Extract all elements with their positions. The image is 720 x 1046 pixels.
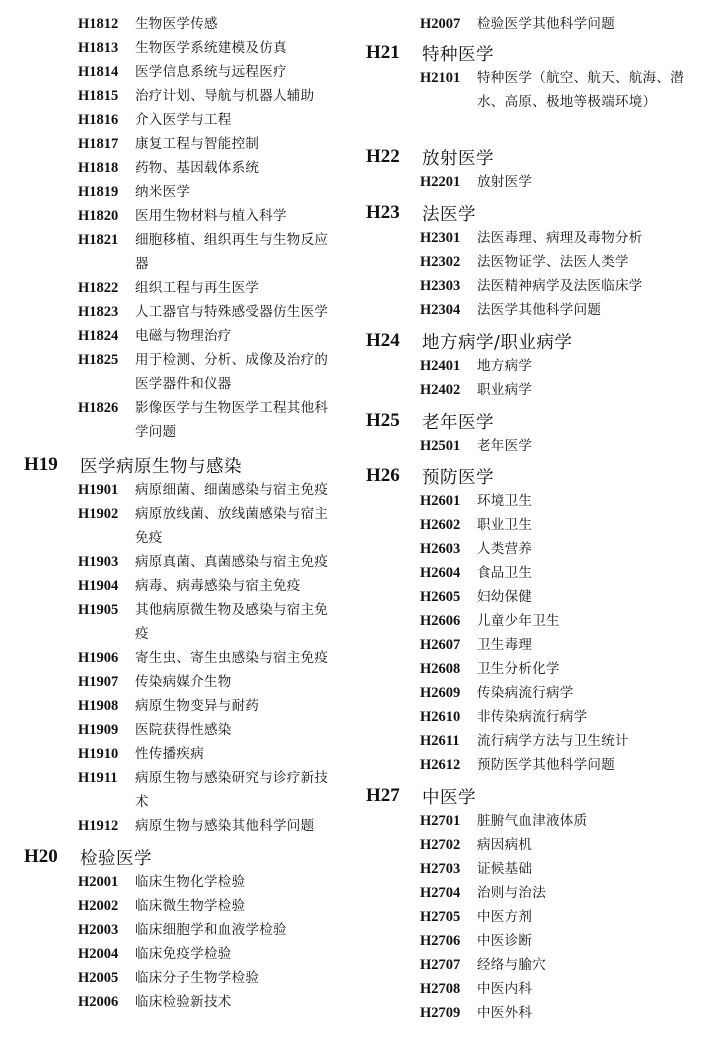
entry-h1910 <box>24 742 354 766</box>
entry-h1906 <box>24 646 354 670</box>
entry-h1905 <box>24 598 354 646</box>
entry-code: H1819 <box>78 184 119 200</box>
section-heading <box>366 408 706 434</box>
entry-code: H2709 <box>420 1005 461 1021</box>
entry-label: 食品卫生 <box>477 565 533 581</box>
section-code: H19 <box>24 454 58 475</box>
entry-label: 非传染病流行病学 <box>477 709 588 725</box>
entry-label: 组织工程与再生医学 <box>135 280 260 296</box>
section-h21 <box>366 40 706 114</box>
entry-label: 检验医学其他科学问题 <box>477 16 615 32</box>
entry-label: 病毒、病毒感染与宿主免疫 <box>135 578 301 594</box>
entry-code: H2001 <box>78 874 119 890</box>
entry-label: 临床免疫学检验 <box>135 946 232 962</box>
entry-label: 治则与治法 <box>477 885 546 901</box>
entry-code: H1908 <box>78 698 119 714</box>
entry-label: 电磁与物理治疗 <box>135 328 232 344</box>
entry-h2003 <box>24 918 354 942</box>
entry-h2603 <box>366 537 706 561</box>
entry-h2612 <box>366 753 706 777</box>
entry-label: 卫生毒理 <box>477 637 533 653</box>
entry-h1907 <box>24 670 354 694</box>
entry-h1904 <box>24 574 354 598</box>
entry-code: H2003 <box>78 922 119 938</box>
entry-code: H2002 <box>78 898 119 914</box>
entry-label: 细胞移植、组织再生与生物反应器 <box>135 232 329 272</box>
entry-code: H1825 <box>78 352 119 368</box>
entry-label: 老年医学 <box>477 438 533 454</box>
entry-h2002 <box>24 894 354 918</box>
entry-code: H1912 <box>78 818 119 834</box>
entry-h2701 <box>366 809 706 833</box>
section-heading <box>366 783 706 809</box>
entry-code: H2704 <box>420 885 461 901</box>
entry-h1819 <box>24 180 354 204</box>
entry-label: 病因病机 <box>477 837 533 853</box>
entry-h2609 <box>366 681 706 705</box>
entry-code: H2608 <box>420 661 461 677</box>
entry-code: H1815 <box>78 88 119 104</box>
entry-code: H2304 <box>420 302 461 318</box>
entry-h2608 <box>366 657 706 681</box>
entry-code: H2005 <box>78 970 119 986</box>
entry-code: H1911 <box>78 770 118 786</box>
entry-code: H2604 <box>420 565 461 581</box>
entry-label: 证候基础 <box>477 861 533 877</box>
entry-h2604 <box>366 561 706 585</box>
entry-code: H1906 <box>78 650 119 666</box>
entry-h2703 <box>366 857 706 881</box>
entry-label: 法医毒理、病理及毒物分析 <box>477 230 643 246</box>
entry-label: 临床生物化学检验 <box>135 874 246 890</box>
entry-code: H1820 <box>78 208 119 224</box>
entry-label: 职业病学 <box>477 382 533 398</box>
section-code: H24 <box>366 330 400 351</box>
section-code: H22 <box>366 146 400 167</box>
entry-label: 病原真菌、真菌感染与宿主免疫 <box>135 554 329 570</box>
entry-code: H2706 <box>420 933 461 949</box>
entry-code: H2612 <box>420 757 461 773</box>
entry-h2004 <box>24 942 354 966</box>
entry-h2705 <box>366 905 706 929</box>
entry-h1825 <box>24 348 354 396</box>
entry-code: H1901 <box>78 482 119 498</box>
section-title: 放射医学 <box>422 148 494 169</box>
entry-h1908 <box>24 694 354 718</box>
section-h23 <box>366 200 706 322</box>
entry-label: 中医外科 <box>477 1005 533 1021</box>
section-code: H27 <box>366 785 400 806</box>
section-title: 地方病学/职业病学 <box>422 332 573 353</box>
entry-code: H1905 <box>78 602 119 618</box>
entry-h2610 <box>366 705 706 729</box>
entry-code: H2602 <box>420 517 461 533</box>
entry-h2707 <box>366 953 706 977</box>
entry-h1812 <box>24 12 354 36</box>
entry-label: 生物医学传感 <box>135 16 218 32</box>
entry-h2401 <box>366 354 706 378</box>
entry-h1911 <box>24 766 354 814</box>
entry-code: H2703 <box>420 861 461 877</box>
entry-code: H2610 <box>420 709 461 725</box>
section-title: 中医学 <box>422 787 476 808</box>
entry-label: 病原放线菌、放线菌感染与宿主免疫 <box>135 506 329 546</box>
entry-label: 流行病学方法与卫生统计 <box>477 733 629 749</box>
section-h20 <box>24 844 354 1014</box>
entry-code: H2101 <box>420 70 461 86</box>
entry-h2709 <box>366 1001 706 1025</box>
entry-label: 经络与腧穴 <box>477 957 546 973</box>
entry-h2601 <box>366 489 706 513</box>
section-h19 <box>24 452 354 838</box>
section-code: H23 <box>366 202 400 223</box>
entry-label: 医院获得性感染 <box>135 722 232 738</box>
entry-h1903 <box>24 550 354 574</box>
entry-h2501 <box>366 434 706 458</box>
entry-code: H2708 <box>420 981 461 997</box>
section-title: 检验医学 <box>80 848 152 869</box>
entry-h2006 <box>24 990 354 1014</box>
entry-label: 地方病学 <box>477 358 533 374</box>
entry-code: H2609 <box>420 685 461 701</box>
entry-code: H2301 <box>420 230 461 246</box>
entry-h1912 <box>24 814 354 838</box>
section-code: H26 <box>366 465 400 486</box>
entry-code: H1821 <box>78 232 119 248</box>
entry-h1824 <box>24 324 354 348</box>
entry-code: H2607 <box>420 637 461 653</box>
section-h26 <box>366 463 706 777</box>
entry-code: H2611 <box>420 733 460 749</box>
entry-label: 影像医学与生物医学工程其他科学问题 <box>135 400 329 440</box>
entry-code: H2705 <box>420 909 461 925</box>
section-code: H20 <box>24 846 58 867</box>
entry-h2304 <box>366 298 706 322</box>
entry-label: 介入医学与工程 <box>135 112 232 128</box>
entry-label: 临床检验新技术 <box>135 994 232 1010</box>
entry-code: H2601 <box>420 493 461 509</box>
entry-label: 中医方剂 <box>477 909 533 925</box>
section-title: 预防医学 <box>422 467 494 488</box>
entry-code: H2605 <box>420 589 461 605</box>
entry-code: H2606 <box>420 613 461 629</box>
entry-code: H2603 <box>420 541 461 557</box>
entry-h2607 <box>366 633 706 657</box>
entry-h1822 <box>24 276 354 300</box>
entry-label: 儿童少年卫生 <box>477 613 560 629</box>
entry-h1820 <box>24 204 354 228</box>
entry-code: H2702 <box>420 837 461 853</box>
entry-label: 病原生物变异与耐药 <box>135 698 260 714</box>
entry-code: H1902 <box>78 506 119 522</box>
entry-code: H2201 <box>420 174 461 190</box>
entry-code: H1907 <box>78 674 119 690</box>
entry-label: 临床分子生物学检验 <box>135 970 260 986</box>
entry-code: H1823 <box>78 304 119 320</box>
entry-h1818 <box>24 156 354 180</box>
entry-label: 中医诊断 <box>477 933 533 949</box>
entry-code: H1910 <box>78 746 119 762</box>
entry-label: 其他病原微生物及感染与宿主免疫 <box>135 602 329 642</box>
entry-h1826 <box>24 396 354 444</box>
entry-h2611 <box>366 729 706 753</box>
entry-code: H1813 <box>78 40 119 56</box>
entry-code: H1904 <box>78 578 119 594</box>
section-title: 特种医学 <box>422 44 494 65</box>
entry-h2602 <box>366 513 706 537</box>
entry-label: 临床细胞学和血液学检验 <box>135 922 287 938</box>
entry-label: 中医内科 <box>477 981 533 997</box>
entry-h1901 <box>24 478 354 502</box>
entry-label: 脏腑气血津液体质 <box>477 813 588 829</box>
section-h25 <box>366 408 706 458</box>
entry-label: 特种医学（航空、航天、航海、潜水、高原、极地等极端环境） <box>477 70 684 110</box>
entry-h2101 <box>366 66 706 114</box>
entry-label: 传染病流行病学 <box>477 685 574 701</box>
entry-code: H2401 <box>420 358 461 374</box>
entry-label: 康复工程与智能控制 <box>135 136 260 152</box>
entry-label: 临床微生物学检验 <box>135 898 246 914</box>
entry-label: 病原生物与感染其他科学问题 <box>135 818 315 834</box>
entry-label: 环境卫生 <box>477 493 533 509</box>
entry-label: 卫生分析化学 <box>477 661 560 677</box>
entry-code: H1814 <box>78 64 119 80</box>
entry-label: 药物、基因载体系统 <box>135 160 260 176</box>
entry-code: H2006 <box>78 994 119 1010</box>
entry-label: 放射医学 <box>477 174 533 190</box>
entry-label: 病原细菌、细菌感染与宿主免疫 <box>135 482 329 498</box>
entry-h1823 <box>24 300 354 324</box>
entry-code: H2402 <box>420 382 461 398</box>
section-h24 <box>366 328 706 402</box>
entry-label: 职业卫生 <box>477 517 533 533</box>
entry-code: H2701 <box>420 813 461 829</box>
entry-code: H2007 <box>420 16 461 32</box>
entry-h2704 <box>366 881 706 905</box>
entry-h1813 <box>24 36 354 60</box>
entry-code: H1822 <box>78 280 119 296</box>
entry-h2702 <box>366 833 706 857</box>
entry-code: H2004 <box>78 946 119 962</box>
entry-h2005 <box>24 966 354 990</box>
entry-h2001 <box>24 870 354 894</box>
entry-code: H2707 <box>420 957 461 973</box>
entry-label: 生物医学系统建模及仿真 <box>135 40 287 56</box>
section-h22 <box>366 144 706 194</box>
entry-h2302 <box>366 250 706 274</box>
entry-h2007 <box>366 12 706 36</box>
entry-label: 法医精神病学及法医临床学 <box>477 278 643 294</box>
entry-label: 性传播疾病 <box>135 746 204 762</box>
entry-code: H1824 <box>78 328 119 344</box>
section-heading <box>366 40 706 66</box>
entry-label: 法医学其他科学问题 <box>477 302 602 318</box>
section-code: H21 <box>366 42 400 63</box>
entry-code: H1909 <box>78 722 119 738</box>
entry-h2706 <box>366 929 706 953</box>
entry-code: H1903 <box>78 554 119 570</box>
entry-h1902 <box>24 502 354 550</box>
section-heading <box>366 200 706 226</box>
section-heading <box>366 144 706 170</box>
section-heading <box>24 844 354 870</box>
entry-label: 纳米医学 <box>135 184 191 200</box>
entry-label: 人工器官与特殊感受器仿生医学 <box>135 304 329 320</box>
entry-code: H1812 <box>78 16 119 32</box>
section-title: 医学病原生物与感染 <box>80 456 242 477</box>
entry-h2301 <box>366 226 706 250</box>
entry-label: 预防医学其他科学问题 <box>477 757 615 773</box>
section-title: 法医学 <box>422 204 476 225</box>
entry-label: 法医物证学、法医人类学 <box>477 254 629 270</box>
entry-h2402 <box>366 378 706 402</box>
section-code: H25 <box>366 410 400 431</box>
entry-code: H1816 <box>78 112 119 128</box>
entry-code: H2302 <box>420 254 461 270</box>
section-heading <box>366 328 706 354</box>
entry-h1815 <box>24 84 354 108</box>
entry-code: H1818 <box>78 160 119 176</box>
entry-label: 寄生虫、寄生虫感染与宿主免疫 <box>135 650 329 666</box>
entry-h2201 <box>366 170 706 194</box>
entry-code: H2501 <box>420 438 461 454</box>
entry-h2605 <box>366 585 706 609</box>
entry-label: 用于检测、分析、成像及治疗的医学器件和仪器 <box>135 352 329 392</box>
section-h27 <box>366 783 706 1025</box>
entry-h1814 <box>24 60 354 84</box>
entry-label: 医学信息系统与远程医疗 <box>135 64 287 80</box>
entry-list-h18 <box>24 12 354 444</box>
entry-label: 治疗计划、导航与机器人辅助 <box>135 88 315 104</box>
entry-label: 病原生物与感染研究与诊疗新技术 <box>135 770 329 810</box>
entry-h1817 <box>24 132 354 156</box>
entry-h2606 <box>366 609 706 633</box>
section-title: 老年医学 <box>422 412 494 433</box>
entry-code: H1817 <box>78 136 119 152</box>
entry-code: H2303 <box>420 278 461 294</box>
section-heading <box>366 463 706 489</box>
entry-h1909 <box>24 718 354 742</box>
entry-list-h20-cont <box>366 12 706 36</box>
entry-h2303 <box>366 274 706 298</box>
entry-label: 妇幼保健 <box>477 589 533 605</box>
entry-h2708 <box>366 977 706 1001</box>
entry-label: 医用生物材料与植入科学 <box>135 208 287 224</box>
entry-h1821 <box>24 228 354 276</box>
entry-code: H1826 <box>78 400 119 416</box>
section-heading <box>24 452 354 478</box>
entry-h1816 <box>24 108 354 132</box>
entry-label: 人类营养 <box>477 541 533 557</box>
entry-label: 传染病媒介生物 <box>135 674 232 690</box>
